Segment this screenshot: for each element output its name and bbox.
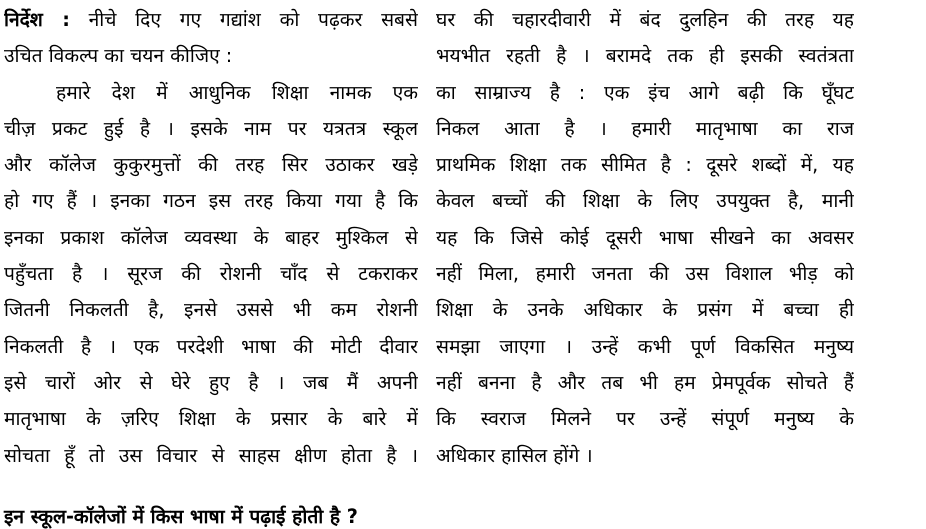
passage-line: मातृभाषा के ज़रिए शिक्षा के प्रसार के बारे में: [4, 407, 418, 431]
passage-line: समझा जाएगा । उन्हें कभी पूर्ण विकसित मनुष्य: [436, 334, 854, 358]
passage-line: का साम्राज्य है : एक इंच आगे बढ़ी कि घूँघट: [436, 80, 854, 104]
passage-line: इनका प्रकाश कॉलेज व्यवस्था के बाहर मुश्किल से: [4, 225, 418, 249]
passage-line: शिक्षा के उनके अधिकार के प्रसंग में बच्चा ही: [436, 298, 854, 322]
passage-line: निकलती है । एक परदेशी भाषा की मोटी दीवार: [4, 334, 418, 358]
passage-line: चीज़ प्रकट हुई है । इसके नाम पर यत्रतत्र स्कूल: [4, 116, 418, 140]
instruction-text-1: नीचे दिए गए गद्यांश को पढ़कर सबसे: [88, 8, 418, 31]
passage-line: घर की चहारदीवारी में बंद दुलहिन की तरह यह: [436, 8, 854, 31]
passage-right-column: [436, 2, 854, 474]
passage-line: सोचता हूँ तो उस विचार से साहस क्षीण होता है ।: [4, 443, 418, 467]
passage-line: निकल आता है । हमारी मातृभाषा का राज: [436, 116, 854, 140]
passage-line: पहुँचता है । सूरज की रोशनी चाँद से टकराकर: [4, 262, 418, 286]
instruction-label: निर्देश :: [4, 8, 70, 31]
question-text: इन स्कूल-कॉलेजों में किस भाषा में पढ़ाई होती है ?: [4, 505, 358, 528]
passage-line: इसे चारों ओर से घेरे हुए है । जब मैं अपनी: [4, 370, 418, 394]
passage-line: केवल बच्चों की शिक्षा के लिए उपयुक्त है, मानी: [436, 189, 854, 213]
passage-line: अधिकार हासिल होंगे ।: [436, 443, 593, 467]
passage-line: जितनी निकलती है, इनसे उससे भी कम रोशनी: [4, 298, 418, 322]
passage-line: भयभीत रहती है । बरामदे तक ही इसकी स्वतंत्रता: [436, 44, 854, 68]
passage-line: नहीं मिला, हमारी जनता की उस विशाल भीड़ को: [436, 262, 854, 286]
instruction-line-2: उचित विकल्प का चयन कीजिए :: [4, 44, 233, 68]
instruction-line-1: [4, 2, 418, 38]
passage-left-column: [4, 2, 418, 474]
passage-line: और कॉलेज कुकुरमुत्तों की तरह सिर उठाकर खड़े: [4, 153, 418, 177]
passage-line: हो गए हैं । इनका गठन इस तरह किया गया है कि: [4, 189, 418, 213]
passage-line: यह कि जिसे कोई दूसरी भाषा सीखने का अवसर: [436, 225, 854, 249]
passage-line: हमारे देश में आधुनिक शिक्षा नामक एक: [56, 80, 418, 104]
passage-line: कि स्वराज मिलने पर उन्हें संपूर्ण मनुष्य के: [436, 407, 854, 431]
passage-line: नहीं बनना है और तब भी हम प्रेमपूर्वक सोचते हैं: [436, 370, 854, 394]
passage-line: प्राथमिक शिक्षा तक सीमित है : दूसरे शब्दों में, यह: [436, 153, 854, 177]
